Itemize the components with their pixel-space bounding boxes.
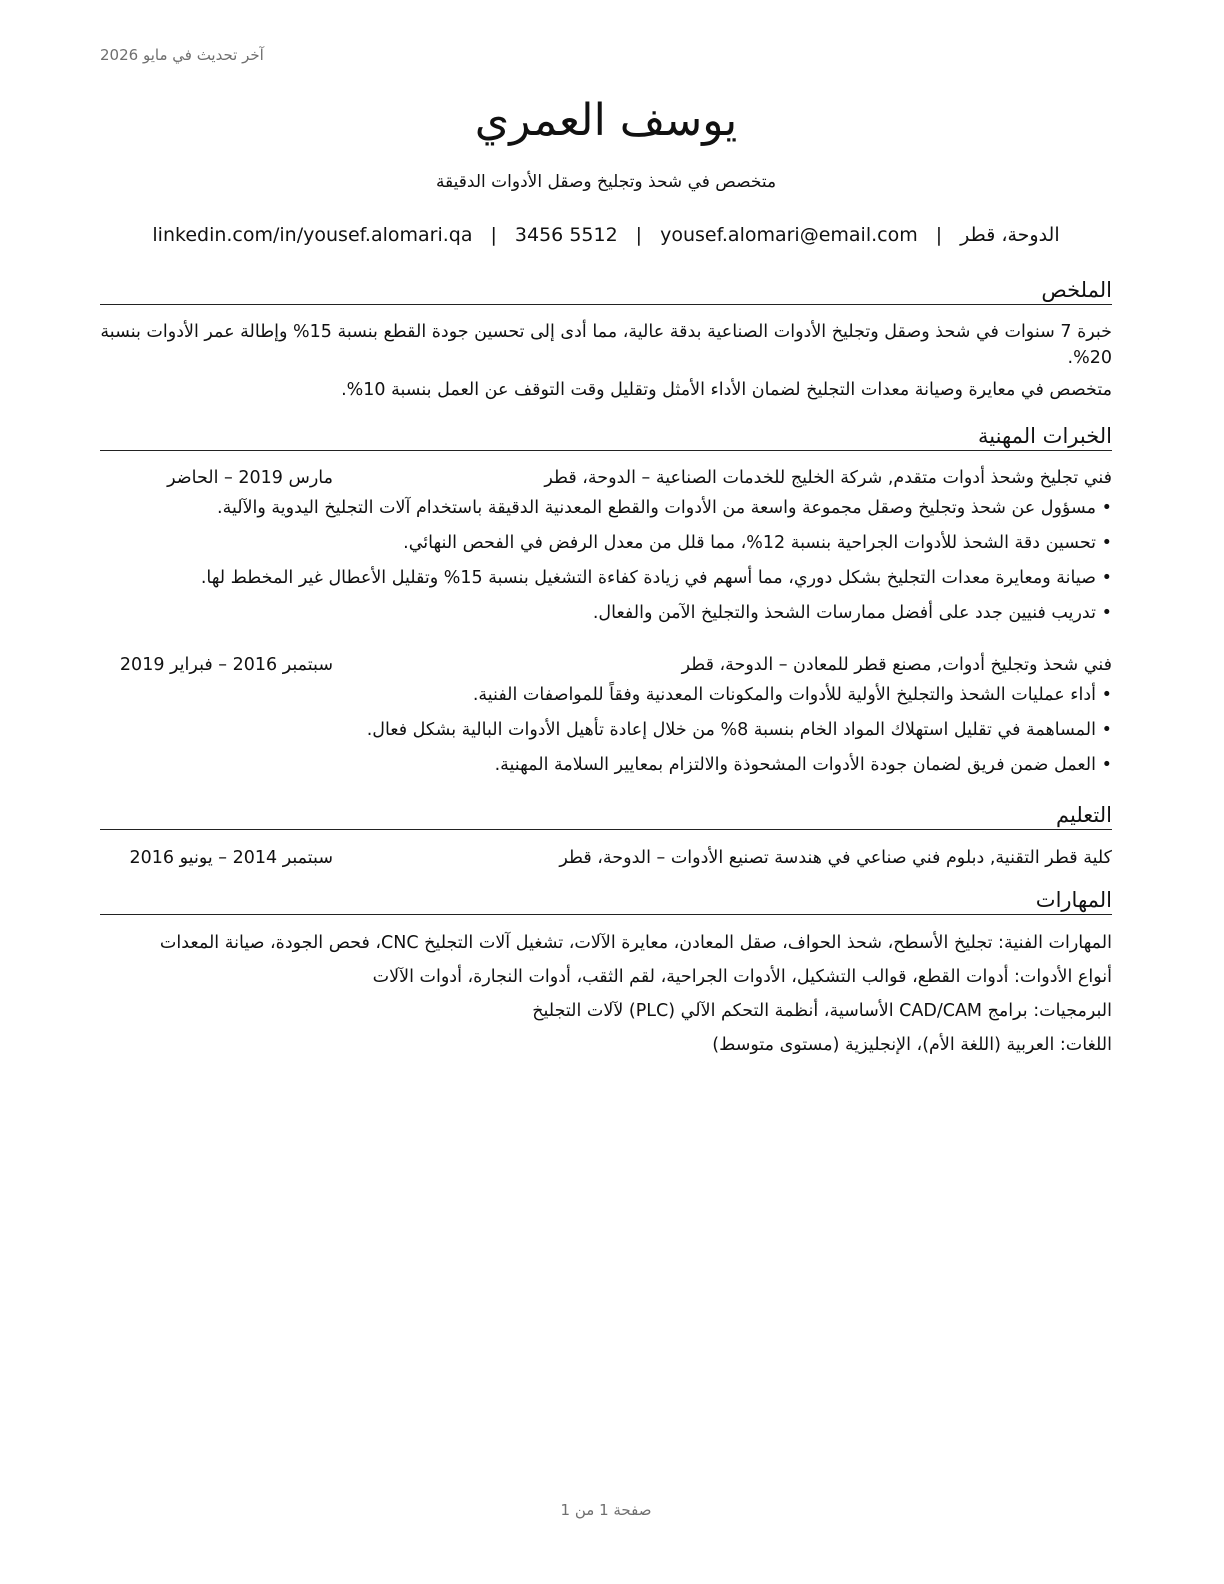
education-dates: سبتمبر 2014 – يونيو 2016 <box>129 848 333 868</box>
job-dates: سبتمبر 2016 – فبراير 2019 <box>119 655 333 675</box>
education-school-degree: كلية قطر التقنية, دبلوم فني صناعي في هندسة تصنيع الأدوات – الدوحة، قطر <box>559 848 1112 868</box>
contact-line <box>100 222 1112 248</box>
list-item: • صيانة ومعايرة معدات التجليخ بشكل دوري، مما أسهم في زيادة كفاءة التشغيل بنسبة 15% وتقليل الأعطال غير المخطط لها. <box>100 565 1112 591</box>
job-entry <box>100 465 1112 626</box>
list-item: • العمل ضمن فريق لضمان جودة الأدوات المشحوذة والالتزام بمعايير السلامة المهنية. <box>100 752 1112 778</box>
contact-email[interactable]: yousef.alomari@email.com <box>660 224 918 246</box>
job-entry <box>100 652 1112 778</box>
list-item: • أداء عمليات الشحذ والتجليخ الأولية للأدوات والمكونات المعدنية وفقاً للمواصفات الفنية. <box>100 682 1112 708</box>
page-number: صفحة 1 من 1 <box>560 1501 652 1519</box>
last-updated-note: آخر تحديث في مايو 2026 <box>100 46 264 64</box>
job-title-company: فني شحذ وتجليخ أدوات, مصنع قطر للمعادن – الدوحة، قطر <box>681 655 1112 675</box>
section-title-education: التعليم <box>100 801 1112 830</box>
job-title-company: فني تجليخ وشحذ أدوات متقدم, شركة الخليج للخدمات الصناعية – الدوحة، قطر <box>544 468 1112 488</box>
job-bullets <box>100 682 1112 778</box>
list-item: • المساهمة في تقليل استهلاك المواد الخام بنسبة 8% من خلال إعادة تأهيل الأدوات البالية بشكل فعال. <box>100 717 1112 743</box>
contact-location: الدوحة، قطر <box>960 224 1060 246</box>
skills-line: المهارات الفنية: تجليخ الأسطح، شحذ الحواف، صقل المعادن، معايرة الآلات، تشغيل آلات التجليخ CNC، فحص الجودة، صيانة المعدات <box>159 933 1112 953</box>
job-heading-row <box>100 465 1112 491</box>
list-item: • تحسين دقة الشحذ للأدوات الجراحية بنسبة 12%، مما قلل من معدل الرفض في الفحص النهائي. <box>100 530 1112 556</box>
education-entry <box>100 845 1112 871</box>
list-item: • مسؤول عن شحذ وتجليخ وصقل مجموعة واسعة من الأدوات والقطع المعدنية الدقيقة باستخدام آلات التجليخ اليدوية والآلية. <box>100 495 1112 521</box>
summary-section <box>100 276 1112 403</box>
experience-section <box>100 422 1112 787</box>
contact-separator: | <box>635 224 643 246</box>
candidate-headline: متخصص في شحذ وتجليخ وصقل الأدوات الدقيقة <box>435 172 777 192</box>
skills-line: البرمجيات: برامج CAD/CAM الأساسية، أنظمة التحكم الآلي (PLC) لآلات التجليخ <box>532 1001 1112 1021</box>
section-title-experience: الخبرات المهنية <box>100 422 1112 451</box>
job-heading-row <box>100 652 1112 678</box>
job-bullets <box>100 495 1112 626</box>
skills-line: اللغات: العربية (اللغة الأم)، الإنجليزية (مستوى متوسط) <box>712 1035 1112 1055</box>
contact-linkedin[interactable]: linkedin.com/in/yousef.alomari.qa <box>152 224 473 246</box>
education-section <box>100 801 1112 871</box>
skills-line: أنواع الأدوات: أدوات القطع، قوالب التشكيل، الأدوات الجراحية، لقم الثقب، أدوات النجارة، أدوات الآلات <box>372 967 1112 987</box>
list-item: • تدريب فنيين جدد على أفضل ممارسات الشحذ والتجليخ الآمن والفعال. <box>100 600 1112 626</box>
skills-list <box>100 930 1112 1058</box>
summary-paragraph: خبرة 7 سنوات في شحذ وصقل وتجليخ الأدوات الصناعية بدقة عالية، مما أدى إلى تحسين جودة القطع بنسبة 15% وإطالة عمر الأدوات بنسبة 20%. <box>100 322 1112 368</box>
education-heading-row <box>100 845 1112 871</box>
contact-separator: | <box>935 224 943 246</box>
contact-phone[interactable]: 3456 5512 <box>514 224 618 246</box>
candidate-name: يوسف العمري <box>474 95 738 146</box>
resume-page <box>100 0 1112 1584</box>
contact-separator: | <box>490 224 497 246</box>
section-title-summary: الملخص <box>100 276 1112 305</box>
job-dates: مارس 2019 – الحاضر <box>167 468 333 488</box>
summary-paragraph: متخصص في معايرة وصيانة معدات التجليخ لضمان الأداء الأمثل وتقليل وقت التوقف عن العمل بنسبة 10%. <box>341 380 1112 400</box>
skills-section <box>100 886 1112 1066</box>
section-title-skills: المهارات <box>100 886 1112 915</box>
